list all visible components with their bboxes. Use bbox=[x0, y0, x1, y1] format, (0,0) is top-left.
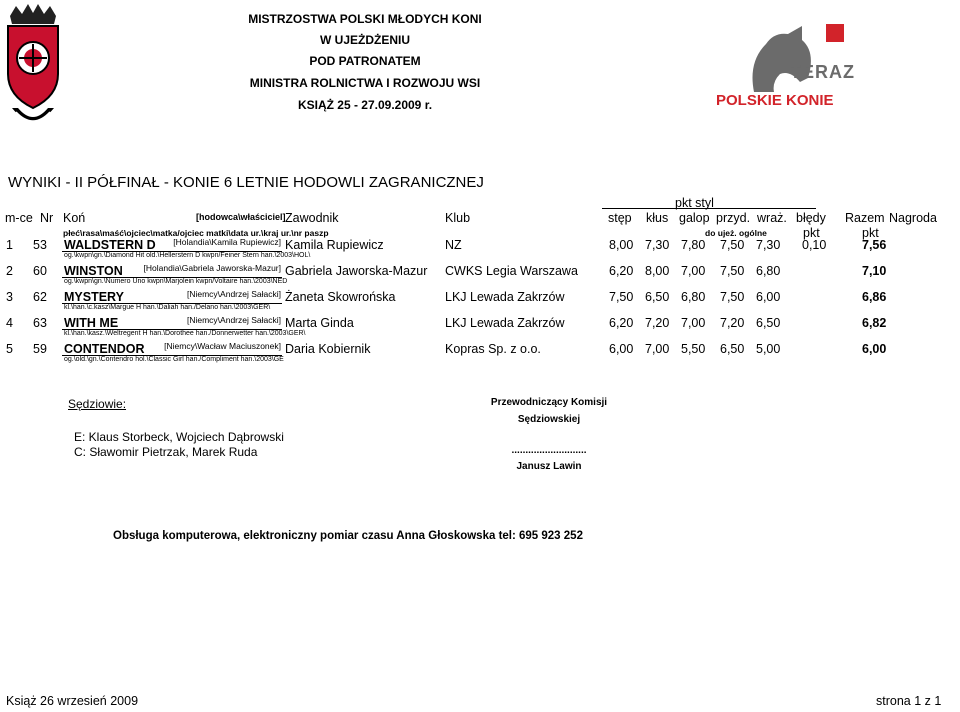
row-step: 8,00 bbox=[609, 238, 634, 252]
row-klus: 6,50 bbox=[645, 290, 670, 304]
row-nr: 59 bbox=[33, 342, 47, 356]
row-step: 6,20 bbox=[609, 316, 634, 330]
row-place: 1 bbox=[6, 238, 13, 252]
row-rider: Kamila Rupiewicz bbox=[285, 238, 384, 252]
row-przyd: 7,50 bbox=[720, 264, 745, 278]
patronage-ministry: MINISTRA ROLNICTWA I ROZWOJU WSI bbox=[249, 76, 481, 90]
row-owner: [Niemcy\Andrzej Sałacki] bbox=[186, 289, 281, 299]
col-step: stęp bbox=[608, 211, 632, 225]
col-pkt-bledy: pkt bbox=[803, 226, 820, 240]
row-horse: MYSTERY bbox=[64, 290, 124, 304]
row-step: 6,00 bbox=[609, 342, 634, 356]
col-horse: Koń bbox=[63, 211, 86, 225]
event-date: KSIĄŻ 25 - 27.09.2009 r. bbox=[297, 98, 433, 112]
teraz-word: TERAZ bbox=[790, 62, 855, 82]
row-razem: 7,10 bbox=[862, 264, 887, 278]
event-title: MISTRZOSTWA POLSKI MŁODYCH KONI bbox=[248, 12, 482, 26]
row-nr: 60 bbox=[33, 264, 47, 278]
signature-dots: ........................... bbox=[511, 445, 587, 456]
event-subtitle: W UJEŻDŻENIU bbox=[320, 33, 410, 47]
col-bledy: błędy bbox=[796, 211, 826, 225]
row-divider bbox=[62, 303, 282, 304]
teraz-logo bbox=[710, 22, 870, 114]
row-divider bbox=[62, 277, 282, 278]
row-place: 4 bbox=[6, 316, 13, 330]
row-klus: 7,00 bbox=[645, 342, 670, 356]
commission-subtitle: Sędziowskiej bbox=[517, 414, 581, 425]
row-pedigree: kl.\han.\kasz.\Weltregent H han.\Dorothee han./Donnerwetter han.\2003\GER\ bbox=[64, 330, 306, 337]
footer-date: Książ 26 wrzesień 2009 bbox=[6, 694, 139, 708]
row-galop: 6,80 bbox=[681, 290, 706, 304]
row-klus: 7,30 bbox=[645, 238, 670, 252]
row-nr: 63 bbox=[33, 316, 47, 330]
commission-title: Przewodniczący Komisji bbox=[490, 397, 608, 408]
header-divider bbox=[602, 208, 816, 209]
col-rider: Zawodnik bbox=[285, 211, 339, 225]
row-divider bbox=[62, 355, 282, 356]
row-galop: 5,50 bbox=[681, 342, 706, 356]
row-razem: 6,82 bbox=[862, 316, 887, 330]
row-club: NZ bbox=[445, 238, 462, 252]
col-club: Klub bbox=[445, 211, 471, 225]
row-owner: [Holandia\Gabriela Jaworska-Mazur] bbox=[143, 263, 281, 273]
judges-c: C: Sławomir Pietrzak, Marek Ruda bbox=[74, 445, 258, 459]
row-przyd: 6,50 bbox=[720, 342, 745, 356]
row-step: 7,50 bbox=[609, 290, 634, 304]
row-nr: 53 bbox=[33, 238, 47, 252]
row-klus: 8,00 bbox=[645, 264, 670, 278]
patronage-label: POD PATRONATEM bbox=[309, 54, 421, 68]
col-pkt-razem: pkt bbox=[862, 226, 879, 240]
crest-icon bbox=[2, 4, 64, 134]
crest-logo bbox=[2, 4, 64, 134]
row-club: Kopras Sp. z o.o. bbox=[445, 342, 541, 356]
row-rider: Daria Kobiernik bbox=[285, 342, 371, 356]
row-pedigree: og.\kwpn\gn.\Numero Uno kwpn\Marjolein kwpn/Voltaire han.\2003\NED bbox=[64, 278, 288, 285]
results-title: WYNIKI - II PÓŁFINAŁ - KONIE 6 LETNIE HODOWLI ZAGRANICZNEJ bbox=[8, 174, 484, 191]
row-nr: 62 bbox=[33, 290, 47, 304]
pkt-styl-header: pkt styl bbox=[675, 196, 714, 210]
row-wraz: 6,00 bbox=[756, 290, 781, 304]
col-wraz: wraż. bbox=[757, 211, 787, 225]
row-club: LKJ Lewada Zakrzów bbox=[445, 316, 565, 330]
col-do-ujez: do ujeż. bbox=[705, 228, 737, 238]
col-nr: Nr bbox=[40, 211, 54, 225]
row-wraz: 6,80 bbox=[756, 264, 781, 278]
row-wraz: 7,30 bbox=[756, 238, 781, 252]
row-rider: Gabriela Jaworska-Mazur bbox=[285, 264, 428, 278]
row-divider bbox=[62, 251, 282, 252]
judges-e: E: Klaus Storbeck, Wojciech Dąbrowski bbox=[74, 430, 284, 444]
col-razem: Razem bbox=[845, 211, 885, 225]
col-description: płeć\rasa\maść\ojciec\matka/ojciec matki\data ur.\kraj ur.\nr paszp bbox=[63, 228, 329, 238]
row-galop: 7,00 bbox=[681, 264, 706, 278]
row-pedigree: og.\kwpn\gn.\Diamond Hit old.\Hellerstern D kwpn/Feiner Stern han.\2003\HOL\ bbox=[64, 252, 311, 259]
col-place: m-ce bbox=[5, 211, 33, 225]
row-przyd: 7,50 bbox=[720, 290, 745, 304]
row-przyd: 7,50 bbox=[720, 238, 745, 252]
row-razem: 6,86 bbox=[862, 290, 887, 304]
service-note: Obsługa komputerowa, elektroniczny pomiar czasu Anna Głoskowska tel: 695 923 252 bbox=[113, 530, 583, 542]
row-place: 2 bbox=[6, 264, 13, 278]
col-klus: kłus bbox=[646, 211, 669, 225]
row-horse: CONTENDOR bbox=[64, 342, 145, 356]
row-club: CWKS Legia Warszawa bbox=[445, 264, 578, 278]
row-rider: Żaneta Skowrońska bbox=[285, 290, 396, 304]
judges-heading: Sędziowie: bbox=[68, 397, 127, 411]
row-horse: WALDSTERN D bbox=[64, 238, 156, 252]
row-galop: 7,80 bbox=[681, 238, 706, 252]
row-pedigree: kl.\han.\c.kasz\Margue H han.\Daliah han./Delano han.\2003\GER\ bbox=[64, 304, 271, 311]
row-horse: WITH ME bbox=[64, 316, 119, 330]
row-rider: Marta Ginda bbox=[285, 316, 354, 330]
col-owner: [hodowca\właściciel] bbox=[196, 212, 286, 222]
row-przyd: 7,20 bbox=[720, 316, 745, 330]
row-place: 5 bbox=[6, 342, 13, 356]
row-pedigree: og.\old.\gn.\Contendro hol.\Classic Girl han./Compliment han.\2003\GE bbox=[64, 356, 284, 363]
col-nagroda: Nagroda bbox=[889, 211, 937, 225]
col-galop: galop bbox=[679, 211, 710, 225]
row-club: LKJ Lewada Zakrzów bbox=[445, 290, 565, 304]
row-divider bbox=[62, 329, 282, 330]
row-bledy: 0,10 bbox=[802, 238, 827, 252]
commission-chair: Janusz Lawin bbox=[516, 461, 582, 472]
row-wraz: 5,00 bbox=[756, 342, 781, 356]
row-galop: 7,00 bbox=[681, 316, 706, 330]
row-klus: 7,20 bbox=[645, 316, 670, 330]
row-horse: WINSTON bbox=[64, 264, 123, 278]
row-step: 6,20 bbox=[609, 264, 634, 278]
footer-page: strona 1 z 1 bbox=[876, 694, 942, 708]
row-razem: 7,56 bbox=[862, 238, 887, 252]
row-wraz: 6,50 bbox=[756, 316, 781, 330]
row-owner: [Niemcy\Andrzej Sałacki] bbox=[186, 315, 281, 325]
row-owner: [Holandia\Kamila Rupiewicz] bbox=[173, 237, 281, 247]
row-owner: [Niemcy\Wacław Maciuszonek] bbox=[164, 341, 281, 351]
col-przyd: przyd. bbox=[716, 211, 751, 225]
polskie-konie-word: POLSKIE KONIE bbox=[716, 92, 834, 109]
col-ogolne: ogólne bbox=[739, 228, 767, 238]
row-razem: 6,00 bbox=[862, 342, 887, 356]
row-place: 3 bbox=[6, 290, 13, 304]
